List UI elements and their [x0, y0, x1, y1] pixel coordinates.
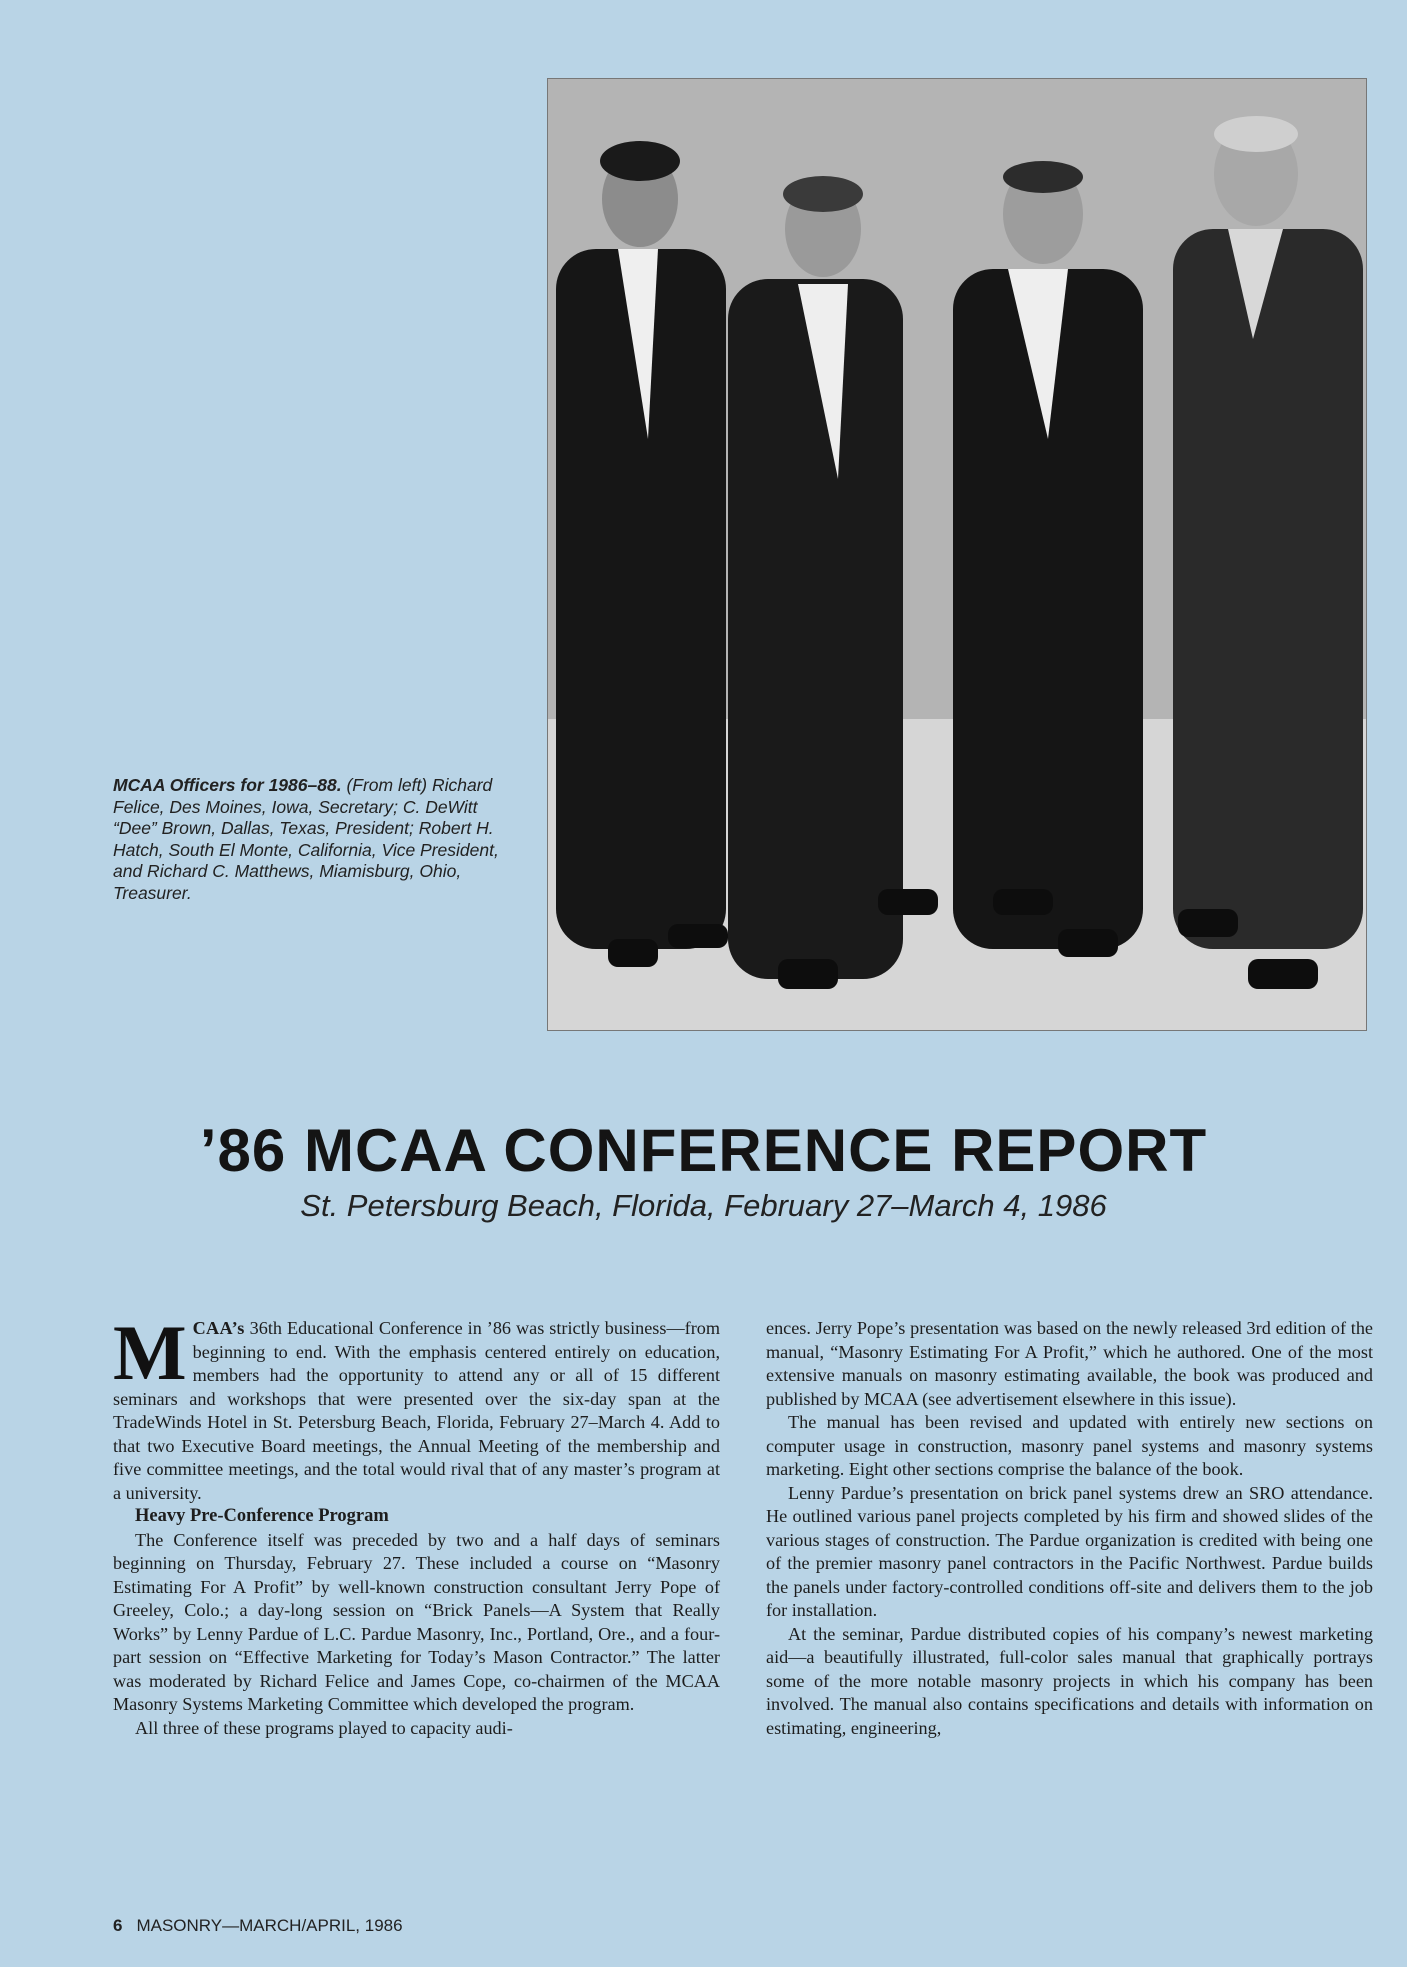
paragraph-4: ences. Jerry Pope’s presentation was based on the newly released 3rd edition of the manual, “Masonry Estimating For A Profit,” which he authored. One of the most extensive manuals on masonry estimating available, the book was produced and published by MCAA (see advertisement elsewhere in this issue). [766, 1318, 1373, 1409]
person-1 [556, 141, 728, 967]
person-3 [953, 161, 1143, 957]
photo-caption [113, 775, 513, 904]
page-number: 6 [113, 1916, 123, 1935]
section-heading: Heavy Pre-Conference Program [135, 1506, 389, 1526]
paragraph-7: At the seminar, Pardue distributed copies of his company’s newest marketing aid—a beautifully illustrated, full-color sales manual that graphically portrays some of the more notable masonry projects in which his company has been involved. The manual also contains specifications and details with information on estimating, engineering, [766, 1623, 1373, 1738]
caption-lead: MCAA Officers for 1986–88. [113, 775, 342, 795]
subhead: St. Petersburg Beach, Florida, February 27–March 4, 1986 [300, 1188, 1107, 1223]
article-column-right [766, 1317, 1373, 1740]
drop-cap: M [113, 1309, 187, 1396]
paragraph-5: The manual has been revised and updated with entirely new sections on computer usage in construction, masonry panel systems and masonry systems marketing. Eight other sections comprise the balance of the book. [766, 1412, 1373, 1479]
caption-body: (From left) Richard Felice, Des Moines, Iowa, Secretary; C. DeWitt “Dee” Brown, Dallas, Texas, President; Robert H. Hatch, South El Monte, California, Vice President, and Richard C. Matthews, Miamisburg, Ohio, Treasurer. [113, 775, 499, 903]
paragraph-2: The Conference itself was preceded by two and a half days of seminars beginning on Thursday, February 27. These included a course on “Masonry Estimating For A Profit” by well-known construction consultant Jerry Pope of Greeley, Colo.; a day-long session on “Brick Panels—A System that Really Works” by Lenny Pardue of L.C. Pardue Masonry, Inc., Portland, Ore., and a four-part session on “Effective Marketing for Today’s Mason Contractor.” The latter was moderated by Richard Felice and James Cope, co-chairmen of the MCAA Masonry Systems Marketing Committee which developed the program. [113, 1529, 720, 1714]
publication-line: MASONRY—MARCH/APRIL, 1986 [136, 1916, 403, 1935]
paragraph-6: Lenny Pardue’s presentation on brick panel systems drew an SRO attendance. He outlined various panel projects completed by his firm and showed slides of the various stages of construction. The Pardue organization is credited with being one of the premier masonry panel contractors in the Pacific Northwest. Pardue builds the panels under factory-controlled conditions off-site and delivers them to the job for installation. [766, 1482, 1373, 1620]
article-column-left [113, 1309, 720, 1740]
intro-paragraph [113, 1309, 720, 1505]
officers-photo [547, 78, 1367, 1031]
photo-illustration [548, 79, 1366, 1030]
intro-text: 36th Educational Conference in ’86 was strictly business—from beginning to end. With the emphasis centered entirely on education, members had the opportunity to attend any or all of 15 different seminars and workshops that were presented over the six-day span at the TradeWinds Hotel in St. Petersburg Beach, Florida, February 27–March 4. Add to that two Executive Board meetings, the Annual Meeting of the membership and five committee meetings, and the total would rival that of any master’s program at a university. [113, 1318, 720, 1503]
page-footer [113, 1916, 403, 1936]
person-4 [1173, 116, 1363, 989]
headline: ’86 MCAA CONFERENCE REPORT [199, 1117, 1208, 1184]
paragraph-3: All three of these programs played to capacity audi- [135, 1717, 513, 1738]
intro-lead: CAA’s [192, 1318, 245, 1338]
